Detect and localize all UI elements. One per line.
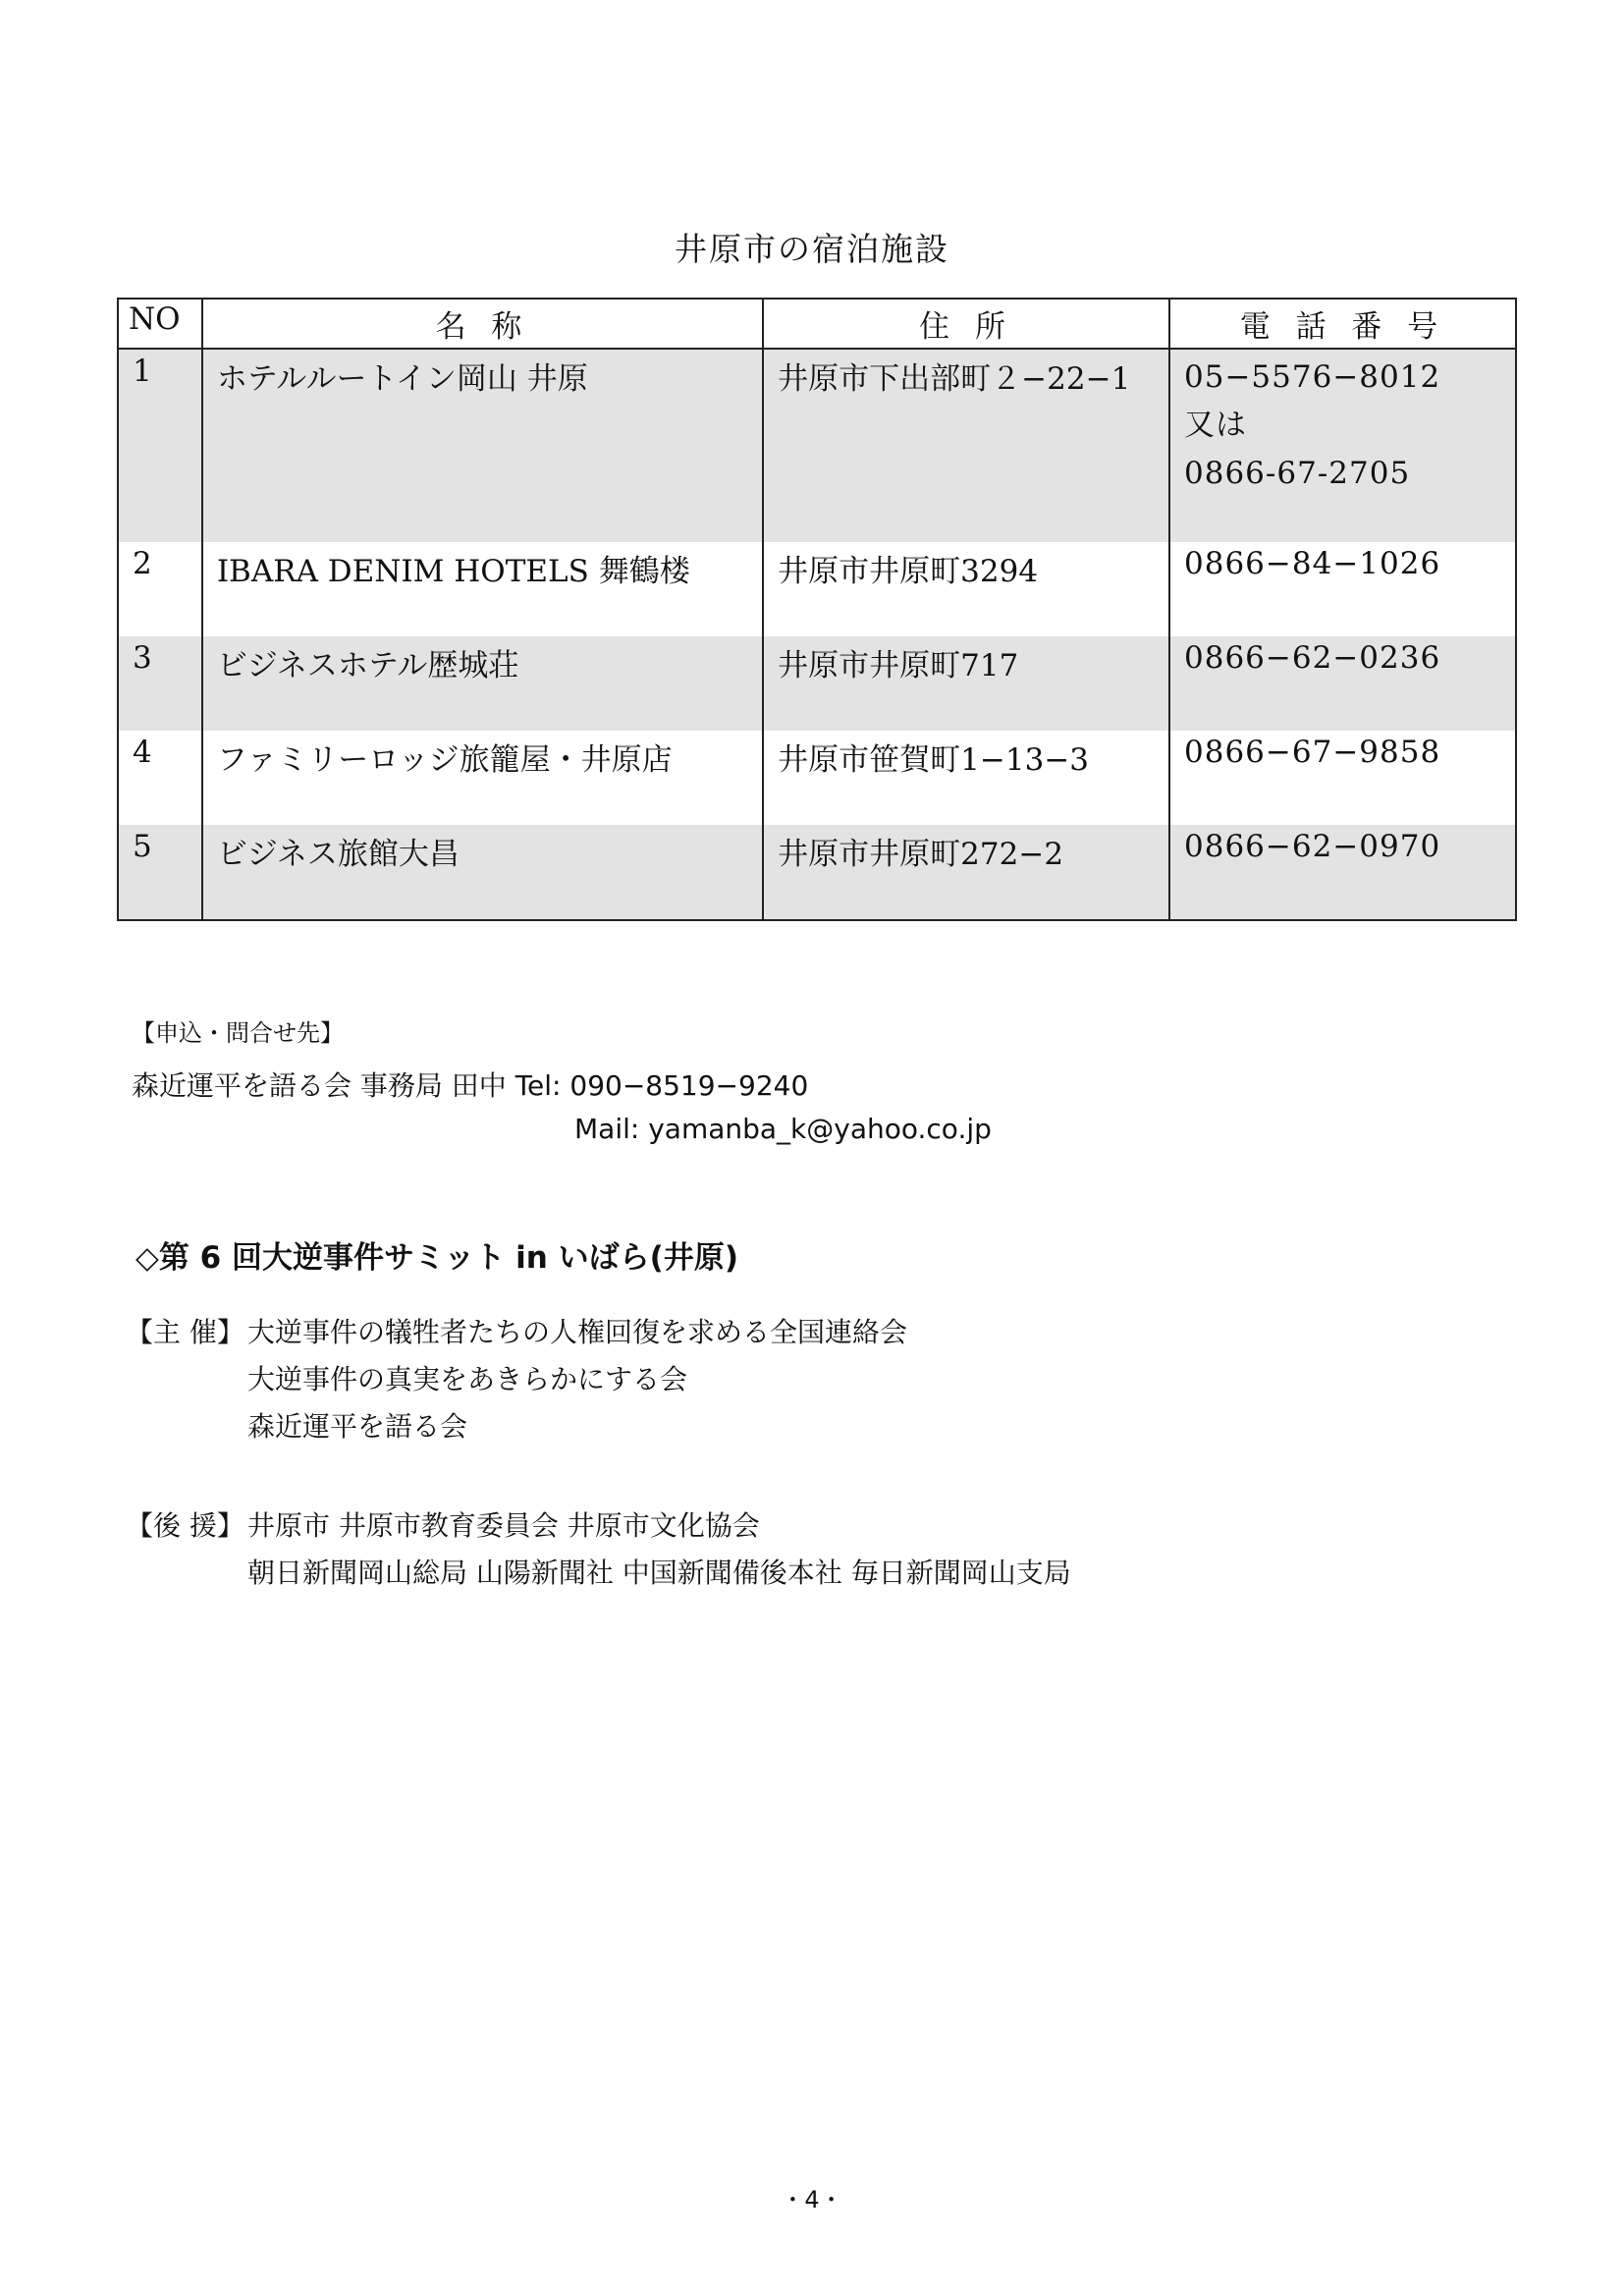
row-phone: 0866−62−0236 (1169, 636, 1516, 731)
contact-heading: 【申込・問合せ先】 (132, 1019, 344, 1047)
row-no: 2 (118, 542, 202, 636)
row-no: 4 (118, 731, 202, 825)
row-address: 井原市下出部町２−22−1 (763, 349, 1169, 542)
row-name: ビジネスホテル歴城荘 (202, 636, 763, 731)
row-phone (1169, 349, 1516, 542)
row-address: 井原市笹賀町1−13−3 (763, 731, 1169, 825)
sponsor-item: 大逆事件の犠牲者たちの人権回復を求める全国連絡会 (247, 1316, 908, 1348)
table-row (118, 825, 1516, 920)
sponsor-list (247, 1309, 907, 1450)
row-phone: 0866−84−1026 (1169, 542, 1516, 636)
table-row (118, 636, 1516, 731)
row-no: 5 (118, 825, 202, 920)
sponsor-label: 【主 催】 (126, 1316, 244, 1348)
row-no: 1 (118, 349, 202, 542)
header-address: 住 所 (763, 299, 1169, 349)
row-no: 3 (118, 636, 202, 731)
contact-line: 森近運平を語る会 事務局 田中 Tel: 090−8519−9240 (132, 1069, 809, 1102)
page-number: ・4・ (781, 2186, 843, 2213)
row-name: IBARA DENIM HOTELS 舞鶴楼 (202, 542, 763, 636)
lodging-table-title: 井原市の宿泊施設 (675, 230, 949, 268)
row-name: ビジネス旅館大昌 (202, 825, 763, 920)
summit-title: ◇第 6 回大逆事件サミット in いばら(井原) (135, 1240, 738, 1276)
support-list (247, 1503, 1071, 1597)
row-address: 井原市井原町717 (763, 636, 1169, 731)
support-item: 井原市 井原市教育委員会 井原市文化協会 (247, 1509, 760, 1542)
header-phone: 電 話 番 号 (1169, 299, 1516, 349)
sponsor-item: 森近運平を語る会 (247, 1410, 468, 1443)
table-row (118, 349, 1516, 542)
header-name: 名 称 (202, 299, 763, 349)
row-phone: 0866−67−9858 (1169, 731, 1516, 825)
header-no: NO (118, 299, 202, 349)
row-phone-primary: 05−5576−8012 (1184, 359, 1441, 395)
table-row (118, 731, 1516, 825)
contact-email: Mail: yamanba_k@yahoo.co.jp (574, 1113, 992, 1145)
table-header-row (118, 299, 1516, 349)
sponsor-item: 大逆事件の真実をあきらかにする会 (247, 1363, 688, 1395)
row-address: 井原市井原町3294 (763, 542, 1169, 636)
table-row (118, 542, 1516, 636)
row-address: 井原市井原町272−2 (763, 825, 1169, 920)
row-name: ホテルルートイン岡山 井原 (202, 349, 763, 542)
row-name: ファミリーロッジ旅籠屋・井原店 (202, 731, 763, 825)
support-label: 【後 援】 (126, 1509, 244, 1542)
row-phone-secondary: 0866-67-2705 (1184, 456, 1411, 491)
row-phone: 0866−62−0970 (1169, 825, 1516, 920)
lodging-table (117, 298, 1517, 921)
support-item: 朝日新聞岡山総局 山陽新聞社 中国新聞備後本社 毎日新聞岡山支局 (247, 1557, 1071, 1589)
row-phone-or: 又は (1184, 408, 1247, 443)
